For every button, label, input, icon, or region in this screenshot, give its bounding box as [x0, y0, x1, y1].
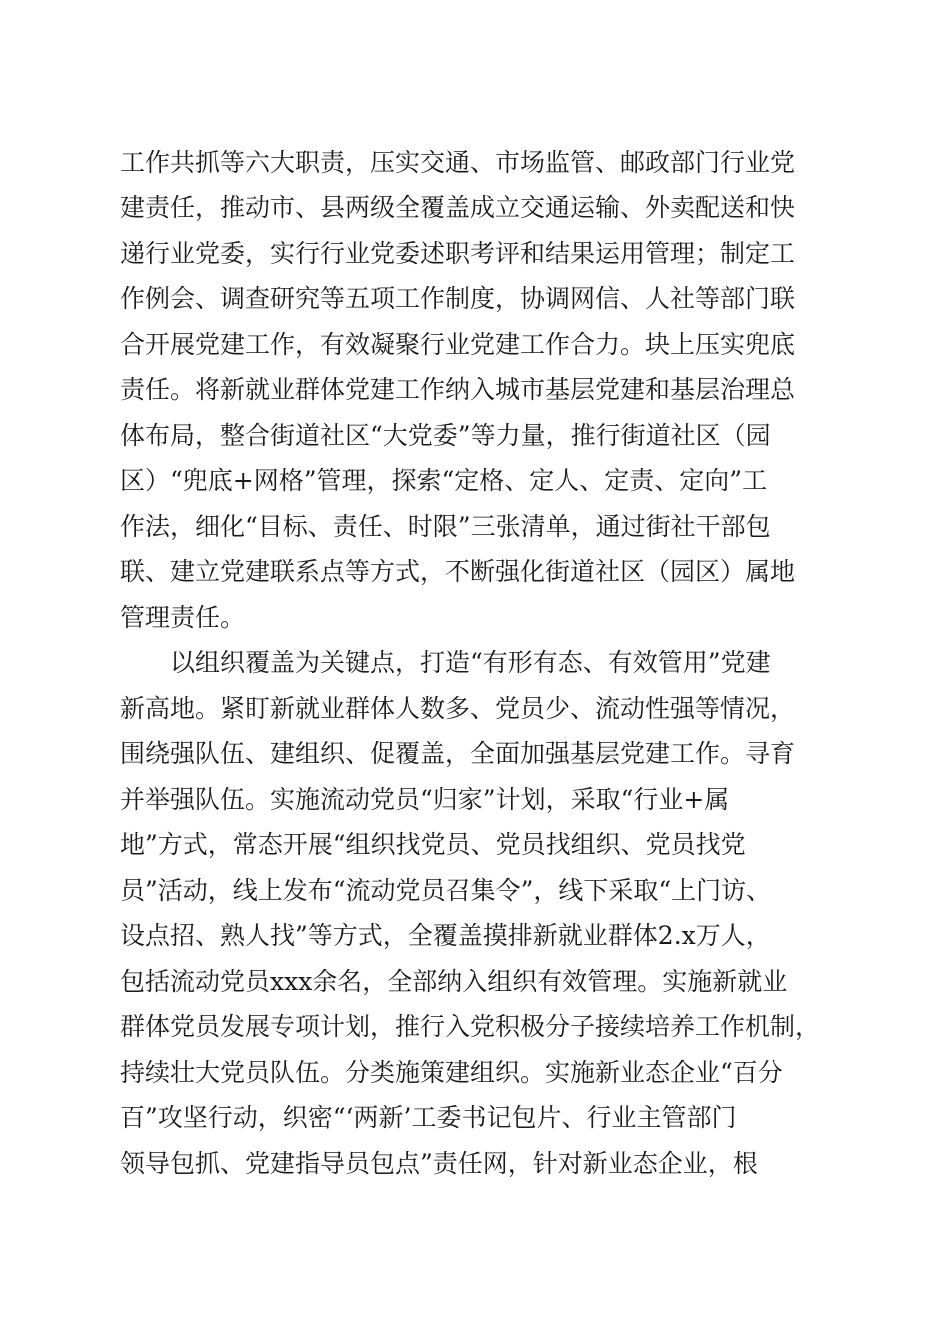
- text-line: [0, 1053, 950, 1093]
- paragraph-first-line: [0, 643, 950, 683]
- text-line-content: 领导包抓、党建指导员包点”责任网，针对新业态企业，根: [120, 1149, 758, 1178]
- text-line: [0, 825, 950, 865]
- text-line-content: 以组织覆盖为关键点，打造“有形有态、有效管用”党建: [170, 648, 771, 677]
- text-line: [0, 188, 950, 228]
- text-line: [0, 325, 950, 365]
- text-line: [0, 962, 950, 1002]
- text-line: [0, 1144, 950, 1184]
- text-line-content: 群体党员发展专项计划，推行入党积极分子接续培养工作机制，: [120, 1012, 821, 1041]
- text-line: [0, 143, 950, 183]
- text-line-content: 作法，细化“目标、责任、时限”三张清单，通过街社干部包: [120, 512, 771, 541]
- text-line-content: 围绕强队伍、建组织、促覆盖，全面加强基层党建工作。寻育: [120, 739, 796, 768]
- text-line: [0, 370, 950, 410]
- text-line-content: 区）“兜底+网格”管理，探索“定格、定人、定责、定向”工: [120, 466, 768, 495]
- text-line: [0, 279, 950, 319]
- text-line: [0, 552, 950, 592]
- text-line: [0, 416, 950, 456]
- text-line-content: 管理责任。: [120, 603, 246, 632]
- text-line-content: 员”活动，线上发布“流动党员召集令”，线下采取“上门访、: [120, 876, 772, 905]
- text-line-content: 作例会、调查研究等五项工作制度，协调网信、人社等部门联: [120, 284, 796, 313]
- text-line: [0, 461, 950, 501]
- text-line: [0, 871, 950, 911]
- text-line-content: 联、建立党建联系点等方式，不断强化街道社区（园区）属地: [120, 557, 796, 586]
- text-line-content: 递行业党委，实行行业党委述职考评和结果运用管理；制定工: [120, 239, 796, 268]
- text-line-content: 新高地。紧盯新就业群体人数多、党员少、流动性强等情况，: [120, 694, 796, 723]
- text-line-content: 持续壮大党员队伍。分类施策建组织。实施新业态企业“百分: [120, 1058, 783, 1087]
- text-line: [0, 780, 950, 820]
- text-line: [0, 507, 950, 547]
- text-line: [0, 1098, 950, 1138]
- text-line: [0, 1007, 950, 1047]
- text-line: [0, 234, 950, 274]
- text-line-content: 责任。将新就业群体党建工作纳入城市基层党建和基层治理总: [120, 375, 796, 404]
- text-line-content: 设点招、熟人找”等方式，全覆盖摸排新就业群体2.x万人，: [120, 921, 771, 950]
- text-line-content: 百”攻坚行动，织密“‘两新’工委书记包片、行业主管部门: [120, 1103, 737, 1132]
- text-line-content: 包括流动党员xxx余名，全部纳入组织有效管理。实施新就业: [120, 967, 788, 996]
- text-line-content: 地”方式，常态开展“组织找党员、党员找组织、党员找党: [120, 830, 746, 859]
- text-line-content: 工作共抓等六大职责，压实交通、市场监管、邮政部门行业党: [120, 148, 796, 177]
- text-line: [0, 916, 950, 956]
- text-line: [0, 689, 950, 729]
- text-line-content: 并举强队伍。实施流动党员“归家”计划，采取“行业+属: [120, 785, 730, 814]
- text-line: [0, 734, 950, 774]
- text-line: [0, 598, 950, 638]
- text-line-content: 体布局，整合街道社区“大党委”等力量，推行街道社区（园: [120, 421, 771, 450]
- text-line-content: 建责任，推动市、县两级全覆盖成立交通运输、外卖配送和快: [120, 193, 796, 222]
- text-line-content: 合开展党建工作，有效凝聚行业党建工作合力。块上压实兜底: [120, 330, 796, 359]
